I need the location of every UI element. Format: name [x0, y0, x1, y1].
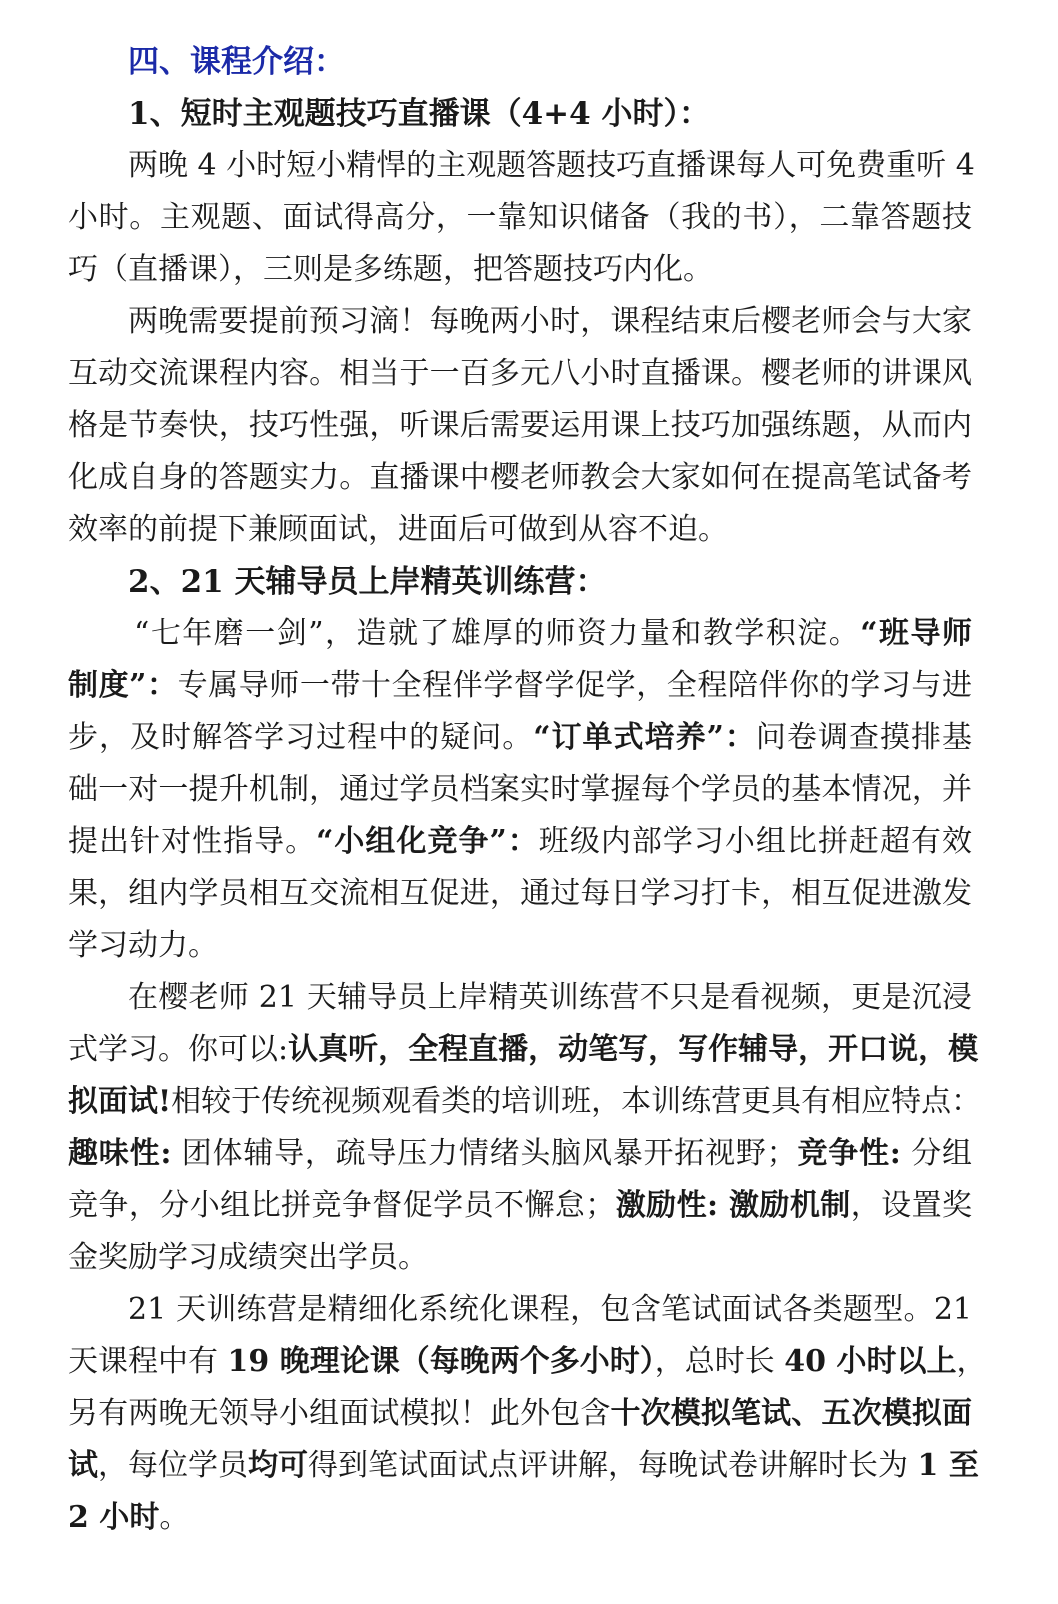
paragraph-line	[68, 608, 972, 660]
text-span: ，每位学员	[98, 1448, 248, 1483]
text-span: 步，及时解答学习过程中的疑问。	[68, 720, 534, 755]
bold-term: 认真听，全程直播，动笔写，写作辅导，开口说，模	[288, 1032, 979, 1067]
subsection-title-1: 1、短时主观题技巧直播课（4+4 小时）：	[128, 96, 710, 132]
paragraph-line	[68, 1336, 987, 1388]
paragraph-line: 巧（直播课），三则是多练题，把答题技巧内化。	[68, 252, 713, 287]
paragraph-line: 格是节奏快，技巧性强，听课后需要运用课上技巧加强练题，从而内	[68, 408, 972, 443]
bold-term: 制度”：	[68, 668, 178, 703]
text-span: 。	[159, 1500, 190, 1535]
text-span: 班级内部学习小组比拼赶超有效	[538, 824, 973, 859]
document-page	[68, 36, 987, 1544]
text-span: 另有两晚无领导小组面试模拟！此外包含	[68, 1396, 611, 1431]
paragraph-line	[68, 1076, 982, 1128]
paragraph-line	[68, 1388, 972, 1440]
text-span: ，设置奖	[850, 1188, 972, 1223]
text-span: ，	[956, 1344, 987, 1379]
text-span: 式学习。你可以:	[68, 1032, 289, 1067]
paragraph-line: 化成自身的答题实力。直播课中樱老师教会大家如何在提高笔试备考	[68, 460, 972, 495]
paragraph-line: 在樱老师 21 天辅导员上岸精英训练营不只是看视频，更是沉浸	[128, 980, 972, 1015]
text-span: 天课程中有	[68, 1344, 228, 1379]
text-span: “七年磨一剑”，造就了雄厚的师资力量和教学积淀。	[134, 616, 861, 651]
bold-term: 十次模拟笔试、五次模拟面	[610, 1396, 973, 1431]
bold-term: 趣味性:	[68, 1136, 172, 1171]
text-span: 得到笔试面试点评讲解，每晚试卷讲解时长为	[308, 1448, 918, 1483]
bold-term: 1 至	[917, 1448, 979, 1483]
bold-term: 均可	[248, 1448, 308, 1483]
text-span: 相较于传统视频观看类的培训班，本训练营更具有相应特点：	[171, 1084, 982, 1119]
bold-term: 19 晚理论课（每晚两个多小时）	[227, 1344, 655, 1379]
paragraph-line	[68, 1180, 972, 1232]
text-span: 问卷调查摸排基	[755, 720, 973, 755]
bold-term: 拟面试!	[68, 1084, 172, 1119]
text-span: 分组	[900, 1136, 972, 1171]
paragraph-line	[68, 1128, 972, 1180]
bold-term: 2 小时	[68, 1500, 160, 1535]
section-heading: 四、课程介绍：	[128, 44, 345, 80]
paragraph-line: 两晚 4 小时短小精悍的主观题答题技巧直播课每人可免费重听 4	[128, 148, 975, 183]
paragraph-line	[68, 1024, 979, 1076]
text-span: 团体辅导，疏导压力情绪头脑风暴开拓视野；	[171, 1136, 797, 1171]
paragraph-line	[68, 1492, 972, 1544]
bold-term: 40 小时以上	[784, 1344, 957, 1379]
text-span: 竞争，分小组比拼竞争督促学员不懈怠；	[68, 1188, 616, 1223]
bold-term: 试	[68, 1448, 98, 1483]
text-span: 提出针对性指导。	[68, 824, 317, 859]
paragraph-line: 础一对一提升机制，通过学员档案实时掌握每个学员的基本情况，并	[68, 772, 972, 807]
text-span: 专属导师一带十全程伴学督学促学，全程陪伴你的学习与进	[177, 668, 973, 703]
paragraph-line: 21 天训练营是精细化系统化课程，包含笔试面试各类题型。21	[128, 1292, 972, 1327]
text-span: ，总时长	[654, 1344, 785, 1379]
paragraph-line: 效率的前提下兼顾面试，进面后可做到从容不迫。	[68, 512, 728, 547]
paragraph-line: 两晚需要提前预习滴！每晚两小时，课程结束后樱老师会与大家	[128, 304, 972, 339]
bold-term: 竞争性:	[796, 1136, 901, 1171]
bold-term: 激励性: 激励机制	[615, 1188, 851, 1223]
paragraph-line: 学习动力。	[68, 928, 218, 963]
paragraph-line	[68, 660, 972, 712]
bold-term: “订单式培养”：	[533, 720, 756, 755]
paragraph-line: 金奖励学习成绩突出学员。	[68, 1240, 428, 1275]
paragraph-line: 互动交流课程内容。相当于一百多元八小时直播课。樱老师的讲课风	[68, 356, 972, 391]
paragraph-line: 果，组内学员相互交流相互促进，通过每日学习打卡，相互促进激发	[68, 876, 972, 911]
bold-term: “小组化竞争”：	[316, 824, 539, 859]
paragraph-line	[68, 816, 972, 868]
paragraph-line	[68, 1440, 979, 1492]
paragraph-line: 小时。主观题、面试得高分，一靠知识储备（我的书），二靠答题技	[68, 200, 972, 235]
paragraph-line	[68, 712, 972, 764]
subsection-title-2: 2、21 天辅导员上岸精英训练营：	[128, 564, 607, 600]
bold-term: “班导师	[860, 616, 972, 651]
